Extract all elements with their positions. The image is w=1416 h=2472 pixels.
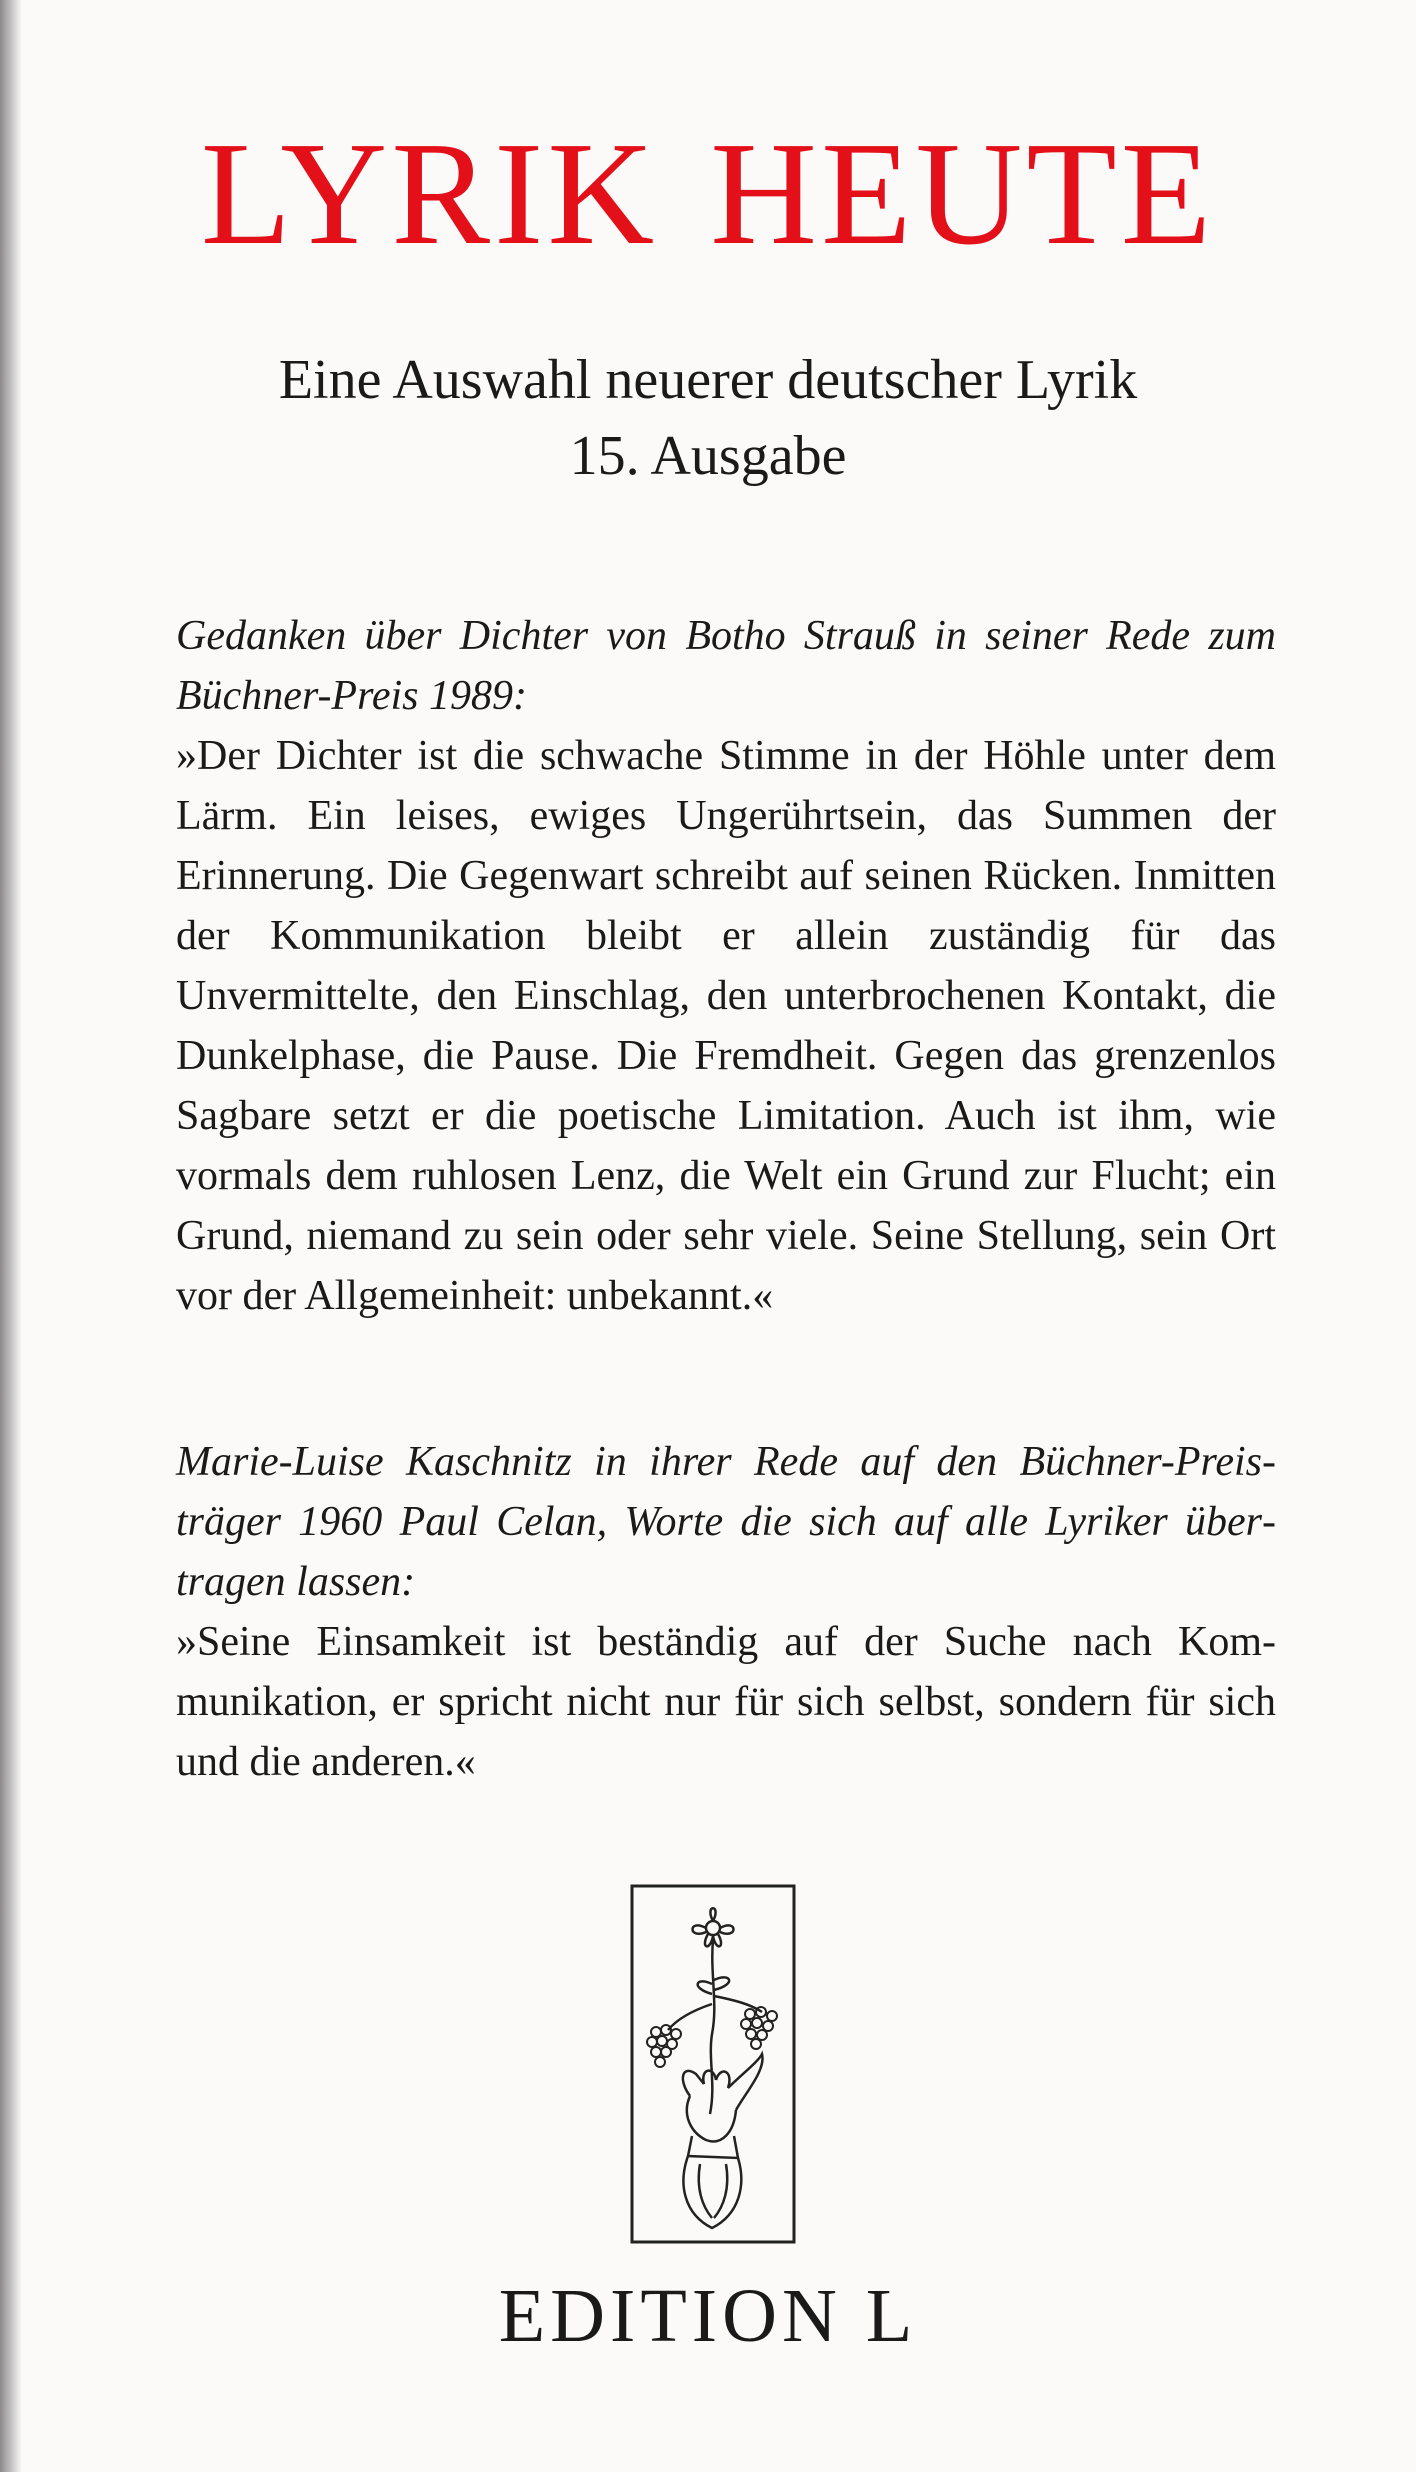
kaschnitz-quote: »Seine Einsamkeit ist beständig auf der Suche nach Kommunikation, er spricht nicht nur für sich selbst, sondern für sich und die anderen.« xyxy=(176,1619,1276,1785)
kaschnitz-attribution: Marie-Luise Kaschnitz in ihrer Rede auf den Büchner-Preisträger 1960 Paul Celan, Worte die sich auf alle Lyriker übertragen lassen: xyxy=(176,1439,1276,1605)
subtitle xyxy=(0,342,1416,494)
strauss-quote: »Der Dichter ist die schwache Stimme in der Höhle unter dem Lärm. Ein leises, ewiges Ungerührtsein, das Summen der Erinnerung. Die Gegenwart schreibt auf seinen Rücken. Inmitten der Kommunikation bleibt er allein zuständig für das Unvermittelte, den Einschlag, den unterbrochenen Kontakt, die Dunkelphase, die Pause. Die Fremdheit. Gegen das grenzenlos Sagbare setzt er die poetische Limitation. Auch ist ihm, wie vormals dem ruhlosen Lenz, die Welt ein Grund zur Flucht; ein Grund, niemand zu sein oder sehr viele. Seine Stellung, sein Ort vor der Allgemeinheit: unbekannt.« xyxy=(176,733,1276,1319)
publisher-name: EDITION L xyxy=(498,2274,918,2358)
hand-holding-flower-icon xyxy=(630,1884,796,2244)
title-word-lyrik: LYRIK xyxy=(200,112,659,276)
subtitle-line-1: Eine Auswahl neuerer deutscher Lyrik xyxy=(278,349,1138,411)
strauss-attribution: Gedanken über Dichter von Botho Strauß in seiner Rede zum Büchner-Preis 1989: xyxy=(176,613,1276,719)
page-title xyxy=(0,112,1416,276)
edition-number: 15. Ausgabe xyxy=(569,425,847,487)
title-word-heute: HEUTE xyxy=(710,112,1216,276)
